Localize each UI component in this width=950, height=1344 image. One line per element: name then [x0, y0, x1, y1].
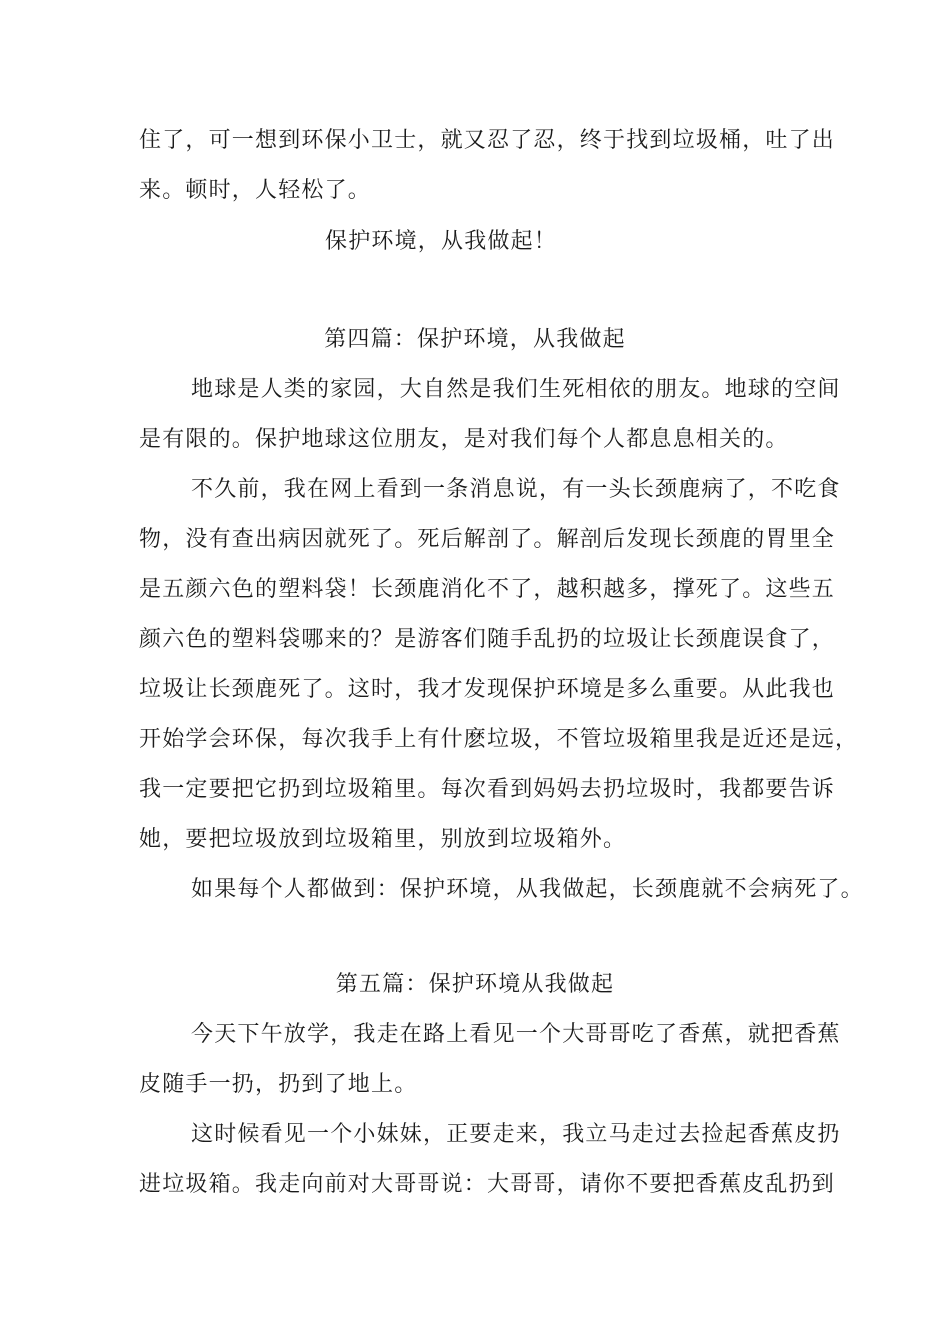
- text-line: 她，要把垃圾放到垃圾箱里，别放到垃圾箱外。: [139, 827, 627, 852]
- text-line: 住了，可一想到环保小卫士，就又忍了忍，终于找到垃圾桶，吐了出: [139, 128, 836, 153]
- text-line: 来。顿时，人轻松了。: [139, 178, 372, 203]
- text-line: 是五颜六色的塑料袋！长颈鹿消化不了，越积越多，撑死了。这些五: [139, 577, 836, 602]
- text-line: 不久前，我在网上看到一条消息说，有一头长颈鹿病了，不吃食: [191, 477, 841, 502]
- text-line: 这时候看见一个小妹妹，正要走来，我立马走过去捡起香蕉皮扔: [191, 1122, 841, 1147]
- text-line: 垃圾让长颈鹿死了。这时，我才发现保护环境是多么重要。从此我也: [139, 677, 836, 702]
- text-line: 物，没有查出病因就死了。死后解剖了。解剖后发现长颈鹿的胃里全: [139, 527, 836, 552]
- text-line: 皮随手一扔，扔到了地上。: [139, 1072, 418, 1097]
- text-line: 是有限的。保护地球这位朋友，是对我们每个人都息息相关的。: [139, 427, 789, 452]
- text-line: 如果每个人都做到：保护环境，从我做起，长颈鹿就不会病死了。: [191, 877, 864, 902]
- text-line: 我一定要把它扔到垃圾箱里。每次看到妈妈去扔垃圾时，我都要告诉: [139, 777, 836, 802]
- text-line: 颜六色的塑料袋哪来的？是游客们随手乱扔的垃圾让长颈鹿误食了，: [139, 627, 836, 652]
- closing-slogan: 保护环境，从我做起！: [325, 229, 558, 254]
- text-line: 开始学会环保，每次我手上有什麽垃圾，不管垃圾箱里我是近还是远，: [139, 727, 859, 752]
- text-line: 今天下午放学，我走在路上看见一个大哥哥吃了香蕉，就把香蕉: [191, 1022, 841, 1047]
- section-title: 第五篇：保护环境从我做起: [335, 972, 615, 997]
- text-line: 地球是人类的家园，大自然是我们生死相依的朋友。地球的空间: [191, 377, 841, 402]
- text-line: 进垃圾箱。我走向前对大哥哥说：大哥哥，请你不要把香蕉皮乱扔到: [139, 1172, 836, 1197]
- section-title: 第四篇：保护环境，从我做起: [324, 327, 626, 352]
